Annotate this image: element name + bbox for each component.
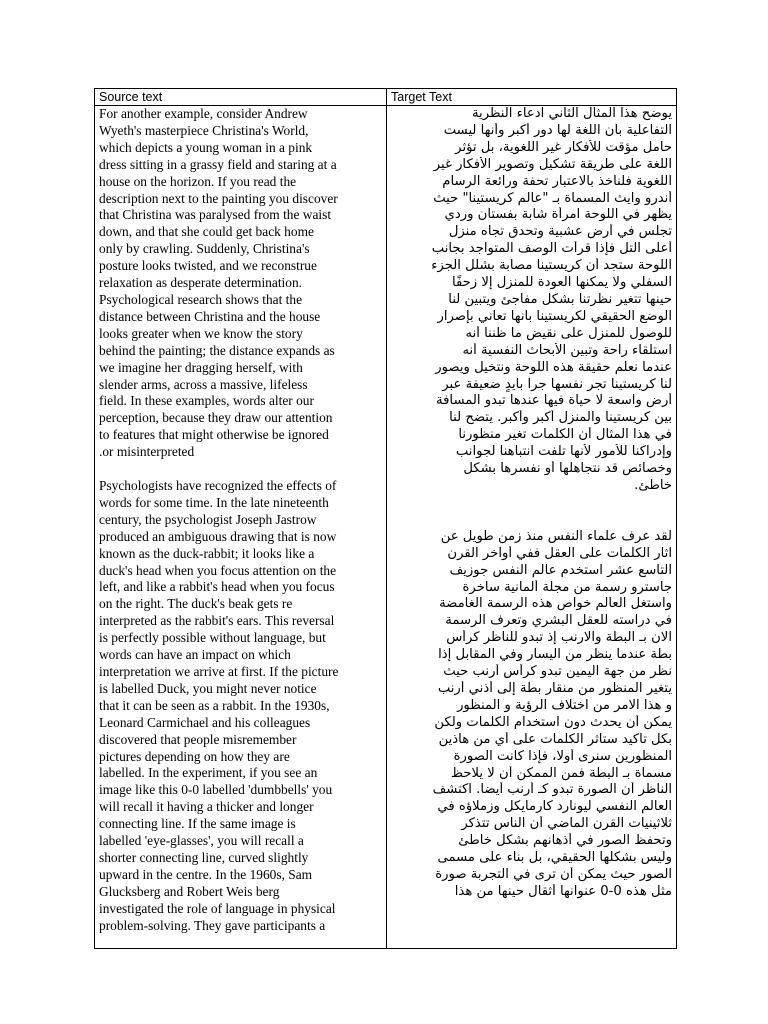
text-line: مسماة بـ البطة فمن الممكن أن لا يلاحظ	[450, 765, 672, 781]
text-line: problem-solving. They gave participants a	[99, 917, 326, 933]
translation-table	[94, 88, 677, 949]
text-line: وليس بشكلها الحقيقي، بل بناء على مسمى	[437, 850, 672, 866]
text-line: only by crawling. Suddenly, Christina's	[99, 241, 310, 257]
text-line: بكل تأكيد ستأثر الكلمات على أي من هاذين	[438, 731, 672, 747]
text-line: pictures depending on how they are	[99, 748, 290, 764]
text-line: is labelled Duck, you might never notice	[99, 680, 317, 696]
text-line: down, and that she could get back home	[99, 224, 314, 240]
text-line: century, the psychologist Joseph Jastrow	[99, 511, 317, 527]
text-line: أندرو وايث المسماة بـ "عالم كريستينا" حيث	[433, 190, 672, 206]
text-line: on the right. The duck's beak gets re	[99, 596, 293, 612]
text-line: Glucksberg and Robert Weis berg	[99, 883, 280, 899]
text-line: في هذا المثال أن الكلمات تغير منظورنا	[458, 427, 672, 443]
text-line: investigated the role of language in physical	[99, 900, 336, 916]
text-line: field. In these examples, words alter our	[99, 393, 314, 409]
text-line: Psychologists have recognized the effects of	[99, 478, 337, 494]
text-line: جاسترو رسمة من مجلة ألمانية ساخرة	[462, 579, 672, 595]
text-line: posture looks twisted, and we reconstrue	[99, 258, 317, 274]
text-line: عندما نعلم حقيقة هذه اللوحة ونتخيل ويصور	[435, 359, 672, 375]
text-line: that Christina was paralysed from the waist	[99, 207, 332, 223]
text-line: العالم النفسي ليونارد كارمايكل وزملاؤه في	[437, 799, 672, 815]
text-line: will recall it having a thicker and longer	[99, 799, 314, 815]
text-line: interpreted as the rabbit's ears. This reversal	[99, 613, 335, 629]
text-line: produced an ambiguous drawing that is now	[99, 528, 337, 544]
text-line: house on the horizon. If you read the	[99, 173, 297, 189]
text-line: السفلي ولا يمكنها العودة للمنزل إلا زحفًا	[451, 275, 672, 291]
text-line: وتحفظ الصور في أذهانهم بشكل خاطئ	[458, 833, 672, 849]
text-line: أعلى التل فإذا قرأت الوصف المتواجد بجانب	[431, 241, 672, 257]
text-line: بطة عندما ينظر من اليسار وفي المقابل إذا	[438, 647, 672, 663]
text-line: حينها تتغير نظرتنا بشكل مفاجئ ويتبين لنا	[448, 291, 672, 307]
text-line: Wyeth's masterpiece Christina's World,	[99, 122, 309, 138]
text-line: duck's head when you focus attention on the	[99, 562, 337, 578]
text-line: نظر من جهة اليمين تبدو كرأس أرنب حيث	[443, 664, 672, 680]
text-line: Psychological research shows that the	[99, 291, 303, 307]
text-line: looks greater when we know the story	[99, 325, 303, 341]
text-line: وإدراكنا للأمور لأنها تلفت انتباهنا لجوانب	[455, 444, 672, 460]
text-line: that it can be seen as a rabbit. In the 1930s,	[99, 697, 330, 713]
source-text-cell	[95, 106, 387, 949]
text-line: مثل هذه 0-0 عنوانها أثقال حينها من هذا	[454, 883, 672, 899]
text-line: interpretation we arrive at first. If the picture	[99, 664, 339, 679]
text-line: labelled 'eye-glasses', you will recall a	[99, 833, 304, 849]
text-line: shorter connecting line, curved slightly	[99, 849, 309, 865]
text-line: حامل مؤقت للأفكار غير اللغوية، بل تؤثر	[455, 139, 672, 155]
text-line: للوصول للمنزل على نقيض ما ظنناّ أنه	[465, 325, 672, 341]
text-line: خاطئ.	[634, 477, 672, 493]
paragraph-gap	[391, 495, 672, 529]
text-line: يوضح هذا المثال الثاني ادعاء النظرية	[471, 106, 672, 121]
text-line: connecting line. If the same image is	[99, 816, 296, 832]
text-line: اللغة على طريقة تشكيل وتصوير الأفكار غير	[433, 156, 672, 172]
text-line: to features that might otherwise be ignored	[99, 427, 329, 443]
paragraph-gap	[99, 461, 382, 478]
text-line: استلقاء راحة وتبين الأبحاث النفسية أنه	[462, 342, 672, 358]
text-line: لنا كريستينا تجر نفسها جرا بأيدٍ ضعيفة عبر	[442, 376, 672, 392]
text-line: relaxation as desperate determination.	[99, 275, 303, 291]
text-line: perception, because they draw our attention	[99, 410, 333, 426]
text-line: الناظر أن الصورة تبدو كـ أرنب أيضا. اكتشف	[432, 782, 672, 798]
text-line: distance between Christina and the house	[99, 308, 321, 324]
text-line: في دراسته للعقل البشري وتعرف الرسمة	[445, 613, 672, 629]
text-line: Leonard Carmichael and his colleagues	[99, 714, 311, 730]
text-line: بين كريستينا والمنزل أكبر وأكبر. يتضح لنا	[449, 410, 672, 426]
text-line: و هذا الامر من اختلاف الرؤية و المنظور	[457, 697, 672, 713]
text-line: واستغل العالم خواص هذه الرسمة الغامضة	[439, 596, 672, 612]
text-line: For another example, consider Andrew	[99, 106, 308, 121]
source-paragraph	[99, 478, 382, 934]
text-line: discovered that people misremember	[99, 731, 297, 747]
target-paragraph	[391, 106, 672, 495]
text-line: we imagine her dragging herself, with	[99, 359, 303, 375]
text-line: description next to the painting you discover	[99, 190, 338, 206]
source-text-header: Source text	[95, 89, 387, 106]
table-header-row	[95, 89, 677, 106]
source-paragraph	[99, 106, 382, 461]
text-line: اللغوية فلنأخذ بالاعتبار تحفة ورائعة الرسام	[442, 173, 672, 189]
text-line: تجلس في أرض عشبية وتحدق تجاه منزل	[448, 224, 672, 240]
target-paragraph	[391, 529, 672, 901]
text-line: .or misinterpreted	[99, 444, 195, 460]
text-line: الصور حيث يمكن أن ترى في التجربة صورة	[435, 866, 672, 882]
table-row	[95, 106, 677, 949]
text-line: يتغير المنظور من منقار بطة إلى أذني أرنب	[437, 681, 672, 696]
text-line: upward in the centre. In the 1960s, Sam	[99, 866, 313, 882]
text-line: يظهر في اللوحة امرأة شابة بفستان وردي	[444, 207, 672, 223]
text-line: words can have an impact on which	[99, 647, 291, 663]
target-text-header: Target Text	[387, 89, 677, 106]
target-text-cell	[387, 106, 677, 949]
text-line: آثار الكلمات على العقل ففي أواخر القرن	[447, 545, 672, 561]
text-line: لقد عرف علماء النفس منذ زمن طويل عن	[440, 528, 672, 544]
text-line: المنظورين سنرى أولا، فإذا كانت الصورة	[453, 748, 672, 764]
text-line: وخصائص قد نتجاهلها أو نفسرها بشكل	[463, 461, 672, 477]
text-line: labelled. In the experiment, if you see an	[99, 765, 318, 781]
text-line: dress sitting in a grassy field and staring at a	[99, 156, 337, 172]
text-line: أرض واسعة لا حياة فيها عندها تبدو المسافة	[436, 393, 672, 409]
text-line: words for some time. In the late nineteenth	[99, 494, 329, 510]
text-line: الوضع الحقيقي لكريستينا بأنها تعاني بإصرار	[437, 308, 672, 324]
text-line: اللوحة ستجد أن كريستينا مصابة بشلل الجزء	[431, 258, 672, 274]
text-line: ثلاثينيات القرن الماضي أن الناس تتذكر	[461, 816, 672, 832]
text-line: left, and like a rabbit's head when you focus	[99, 579, 335, 595]
text-line: يمكن أن يحدث دون استخدام الكلمات ولكن	[434, 714, 672, 730]
text-line: is perfectly possible without language, but	[99, 630, 326, 646]
text-line: التاسع عشر استخدم عالم النفس جوزيف	[449, 562, 672, 578]
text-line: which depicts a young woman in a pink	[99, 139, 313, 155]
text-line: الان بـ البطة والارنب إذ تبدو للناظر كرأس	[446, 630, 672, 646]
text-line: behind the painting; the distance expands as	[99, 342, 335, 358]
text-line: image like this 0-0 labelled 'dumbbells' you	[99, 782, 333, 798]
text-line: التفاعلية بأن اللغة لها دور أكبر وأنها ليست	[443, 122, 672, 138]
text-line: known as the duck-rabbit; it looks like a	[99, 545, 315, 561]
text-line: slender arms, across a massive, lifeless	[99, 376, 308, 392]
